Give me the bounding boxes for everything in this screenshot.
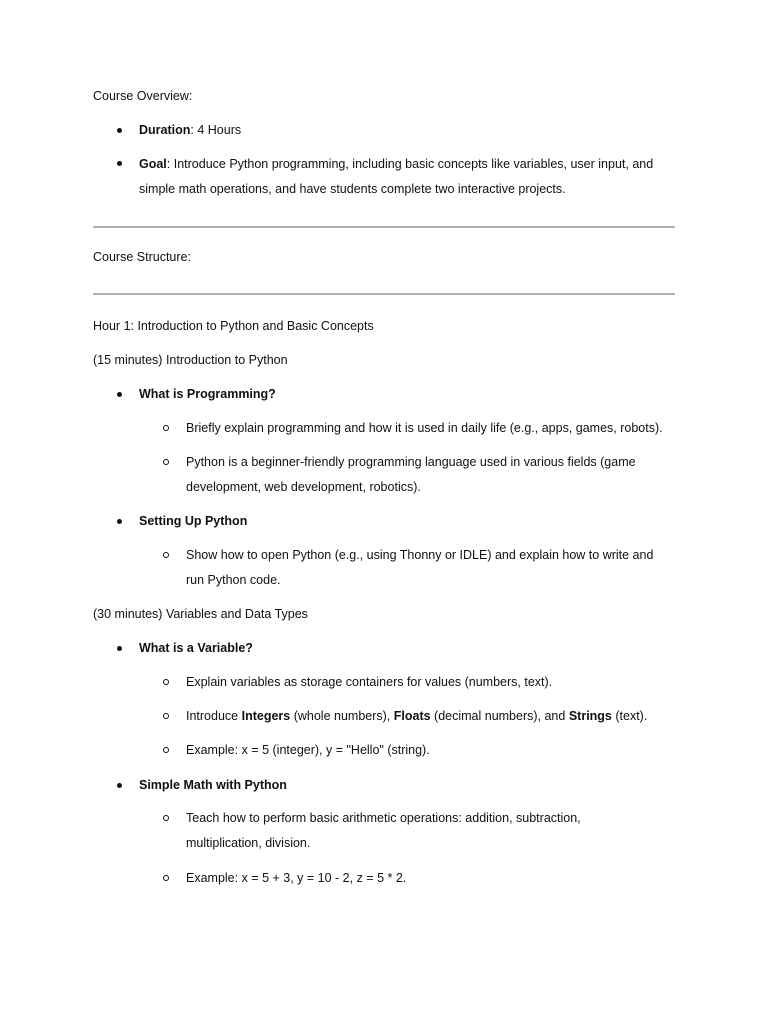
setting-up-python-title: Setting Up Python	[139, 514, 248, 528]
course-structure-heading: Course Structure:	[93, 250, 191, 264]
goal-item	[139, 152, 653, 177]
strings-term: Strings	[568, 709, 612, 723]
bullet-icon	[117, 783, 122, 788]
sub-bullet-icon	[163, 459, 169, 465]
course-overview-heading: Course Overview:	[93, 89, 193, 103]
what-is-variable-title: What is a Variable?	[139, 641, 253, 655]
list-item: Teach how to perform basic arithmetic operations: addition, subtraction,	[186, 811, 581, 825]
sub-bullet-icon	[163, 679, 169, 685]
list-item-continuation: run Python code.	[186, 573, 281, 587]
goal-text-line2: simple math operations, and have students complete two interactive projects.	[139, 182, 566, 196]
floats-term: Floats	[393, 709, 431, 723]
text-run: Introduce	[186, 709, 242, 723]
section-variables-heading: (30 minutes) Variables and Data Types	[93, 607, 308, 621]
integers-term: Integers	[241, 709, 291, 723]
list-item: Python is a beginner-friendly programming language used in various fields (game	[186, 455, 636, 469]
sub-bullet-icon	[163, 747, 169, 753]
bullet-icon	[117, 392, 122, 397]
goal-label: Goal	[139, 157, 167, 171]
simple-math-title: Simple Math with Python	[139, 778, 287, 792]
list-item: Explain variables as storage containers for values (numbers, text).	[186, 675, 553, 689]
sub-bullet-icon	[163, 875, 169, 881]
sub-bullet-icon	[163, 552, 169, 558]
text-run: (decimal numbers), and	[430, 709, 569, 723]
text-run: (whole numbers),	[290, 709, 394, 723]
list-item: Show how to open Python (e.g., using Thonny or IDLE) and explain how to write and	[186, 548, 654, 562]
sub-bullet-icon	[163, 425, 169, 431]
divider	[93, 226, 675, 228]
bullet-icon	[117, 128, 122, 133]
list-item-continuation: multiplication, division.	[186, 836, 311, 850]
duration-label: Duration	[139, 123, 191, 137]
duration-item	[139, 118, 241, 143]
hour1-heading: Hour 1: Introduction to Python and Basic Concepts	[93, 319, 374, 333]
bullet-icon	[117, 646, 122, 651]
section-intro-python-heading: (15 minutes) Introduction to Python	[93, 353, 288, 367]
bullet-icon	[117, 519, 122, 524]
list-item-continuation: development, web development, robotics).	[186, 480, 421, 494]
sub-bullet-icon	[163, 713, 169, 719]
list-item: Example: x = 5 (integer), y = "Hello" (string).	[186, 743, 430, 757]
bullet-icon	[117, 161, 122, 166]
list-item: Example: x = 5 + 3, y = 10 - 2, z = 5 * 2.	[186, 871, 407, 885]
goal-text-line1: : Introduce Python programming, including basic concepts like variables, user input, and	[166, 157, 654, 171]
sub-bullet-icon	[163, 815, 169, 821]
what-is-programming-title: What is Programming?	[139, 387, 276, 401]
list-item	[186, 704, 647, 729]
list-item: Briefly explain programming and how it is used in daily life (e.g., apps, games, robots).	[186, 421, 663, 435]
text-run: (text).	[611, 709, 648, 723]
duration-value: : 4 Hours	[190, 123, 242, 137]
divider	[93, 293, 675, 295]
